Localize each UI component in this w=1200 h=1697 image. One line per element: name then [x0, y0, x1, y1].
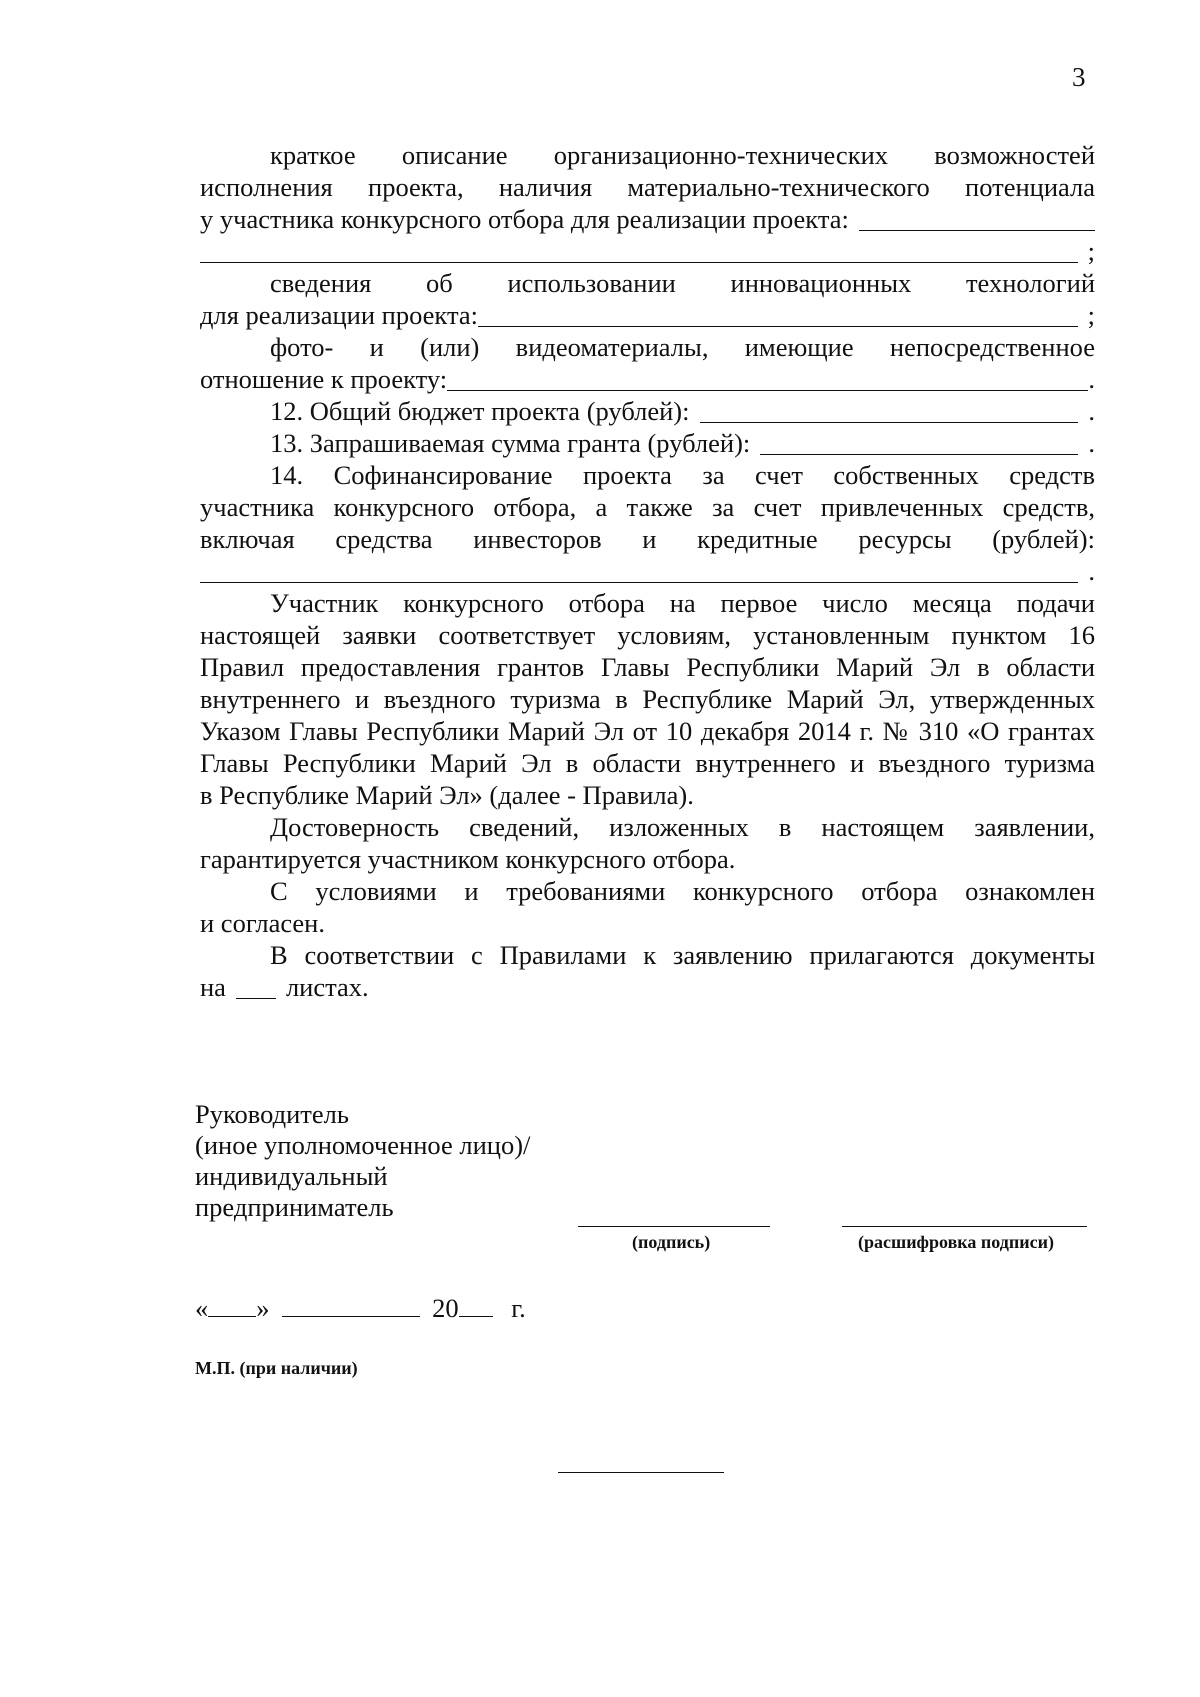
text-line: и согласен.: [200, 908, 325, 938]
text-line: Участник конкурсного отбора на первое число месяца подачи: [270, 588, 1095, 618]
day-field[interactable]: [208, 1294, 256, 1317]
text-fragment: 13. Запрашиваемая сумма гранта (рублей):: [270, 428, 751, 458]
text-line: настоящей заявки соответствует условиям, установленным пунктом 16: [200, 620, 1095, 650]
end-divider: [558, 1472, 724, 1473]
punctuation: .: [1088, 428, 1095, 458]
close-quote: »: [256, 1293, 270, 1323]
text-line: С условиями и требованиями конкурсного отбора ознакомлен: [270, 876, 1095, 906]
text-line: Правил предоставления грантов Главы Республики Марий Эл в области: [200, 652, 1095, 682]
blank-field[interactable]: [859, 206, 1095, 231]
text-line: Главы Республики Марий Эл в области внутреннего и въездного туризма: [200, 748, 1095, 778]
signature-caption: (подпись): [632, 1232, 711, 1252]
year-suffix: г.: [511, 1293, 526, 1323]
blank-field[interactable]: [478, 302, 1078, 327]
text-fragment: для реализации проекта:: [200, 300, 478, 330]
text-line: фото- и (или) видеоматериалы, имеющие непосредственное: [270, 332, 1095, 362]
text-fragment: у участника конкурсного отбора для реализации проекта:: [200, 204, 849, 234]
stamp-note: М.П. (при наличии): [195, 1358, 358, 1378]
text-line: Указом Главы Республики Марий Эл от 10 декабря 2014 г. № 310 «О грантах: [200, 716, 1095, 746]
text-line: Достоверность сведений, изложенных в настоящем заявлении,: [270, 812, 1095, 842]
text-line: краткое описание организационно-технических возможностей: [270, 140, 1095, 170]
text-line: [200, 299, 1095, 331]
text-line: [200, 235, 1095, 267]
year-prefix: 20: [432, 1293, 459, 1323]
blank-field[interactable]: [760, 430, 1078, 455]
text-line: 14. Софинансирование проекта за счет собственных средств: [270, 460, 1095, 490]
text-line: сведения об использовании инновационных технологий: [270, 268, 1095, 298]
signatory-line: Руководитель: [195, 1099, 349, 1129]
blank-field[interactable]: [700, 398, 1079, 423]
punctuation: ;: [1087, 300, 1095, 330]
document-body: [200, 139, 1095, 1003]
text-line: В соответствии с Правилами к заявлению прилагаются документы: [270, 940, 1095, 970]
text-line: исполнения проекта, наличия материально-технического потенциала: [200, 172, 1095, 202]
text-line: внутреннего и въездного туризма в Республике Марий Эл, утвержденных: [200, 684, 1095, 714]
text-line: в Республике Марий Эл» (далее - Правила).: [200, 780, 694, 810]
signature-field[interactable]: [578, 1226, 770, 1227]
signature-decoding-caption: (расшифровка подписи): [858, 1232, 1054, 1252]
text-fragment: отношение к проекту:: [200, 364, 448, 394]
open-quote: «: [195, 1293, 209, 1323]
signatory-line: предприниматель: [195, 1192, 394, 1222]
punctuation: .: [1088, 364, 1095, 394]
text-line: включая средства инвесторов и кредитные ресурсы (рублей):: [200, 524, 1095, 554]
text-line: [200, 555, 1095, 587]
punctuation: ;: [1087, 236, 1095, 266]
text-line: [200, 363, 1095, 395]
text-line: [200, 971, 1095, 1003]
blank-field[interactable]: [200, 558, 1078, 583]
month-field[interactable]: [282, 1294, 420, 1317]
text-line: [200, 203, 1095, 235]
blank-field[interactable]: [200, 238, 1078, 263]
text-line: гарантируется участником конкурсного отбора.: [200, 844, 736, 874]
date-row: [195, 1293, 526, 1324]
text-line: [200, 427, 1095, 459]
pages-count-field[interactable]: [236, 974, 276, 999]
signatory-title: [195, 1099, 530, 1223]
signature-decoding-field[interactable]: [842, 1226, 1087, 1227]
text-line: [200, 395, 1095, 427]
punctuation: .: [1088, 556, 1095, 586]
text-fragment: на: [200, 972, 226, 1002]
punctuation: .: [1088, 396, 1095, 426]
page-number: 3: [1072, 62, 1086, 92]
text-fragment: 12. Общий бюджет проекта (рублей):: [270, 396, 690, 426]
signatory-line: индивидуальный: [195, 1161, 388, 1191]
signatory-line: (иное уполномоченное лицо)/: [195, 1130, 531, 1160]
year-field[interactable]: [459, 1294, 493, 1317]
blank-field[interactable]: [447, 366, 1088, 391]
text-fragment: листах.: [285, 972, 369, 1002]
text-line: участника конкурсного отбора, а также за счет привлеченных средств,: [200, 492, 1095, 522]
